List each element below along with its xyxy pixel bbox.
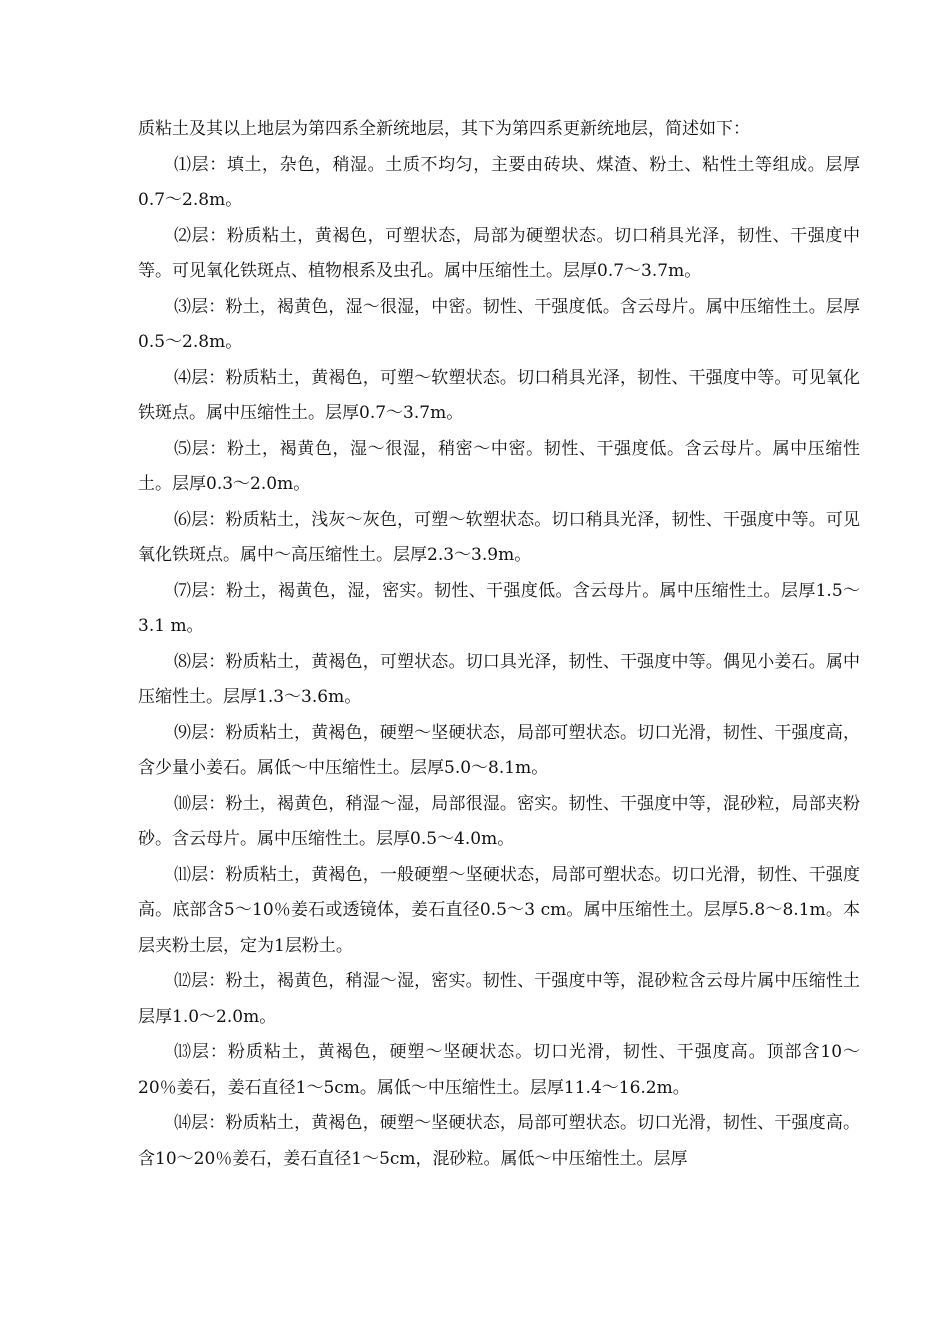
layer-9-paragraph: ⑼层：粉质粘土，黄褐色，硬塑～坚硬状态，局部可塑状态。切口光滑，韧性、干强度高，含少量小姜石。属低～中压缩性土。层厚5.0～8.1m。 [138,722,860,778]
layer-4-paragraph: ⑷层：粉质粘土，黄褐色，可塑～软塑状态。切口稍具光泽，韧性、干强度中等。可见氧化铁斑点。属中压缩性土。层厚0.7～3.7m。 [138,367,860,423]
document-body [138,112,860,1177]
layer-2-paragraph: ⑵层：粉质粘土，黄褐色，可塑状态，局部为硬塑状态。切口稍具光泽，韧性、干强度中等。可见氧化铁斑点、植物根系及虫孔。属中压缩性土。层厚0.7～3.7m。 [138,225,860,281]
intro-paragraph: 质粘土及其以上地层为第四系全新统地层，其下为第四系更新统地层，简述如下： [138,119,750,139]
layer-6-paragraph: ⑹层：粉质粘土，浅灰～灰色，可塑～软塑状态。切口稍具光泽，韧性、干强度中等。可见氧化铁斑点。属中～高压缩性土。层厚2.3～3.9m。 [138,509,860,565]
layer-7-paragraph: ⑺层：粉土，褐黄色，湿，密实。韧性、干强度低。含云母片。属中压缩性土。层厚1.5～3.1 m。 [138,580,860,636]
layer-3-paragraph: ⑶层：粉土，褐黄色，湿～很湿，中密。韧性、干强度低。含云母片。属中压缩性土。层厚0.5～2.8m。 [138,296,860,352]
layer-11-paragraph: ⑾层：粉质粘土，黄褐色，一般硬塑～坚硬状态，局部可塑状态。切口光滑，韧性、干强度高。底部含5～10％姜石或透镜体，姜石直径0.5～3 cm。属中压缩性土。层厚5.8～8.1m。本层夹粉土层，定为1层粉土。 [138,864,860,956]
layer-8-paragraph: ⑻层：粉质粘土，黄褐色，可塑状态。切口具光泽，韧性、干强度中等。偶见小姜石。属中压缩性土。层厚1.3～3.6m。 [138,651,860,707]
layer-10-paragraph: ⑽层：粉土，褐黄色，稍湿～湿，局部很湿。密实。韧性、干强度中等，混砂粒，局部夹粉砂。含云母片。属中压缩性土。层厚0.5～4.0m。 [138,793,860,849]
layer-1-paragraph: ⑴层：填土，杂色，稍湿。土质不均匀，主要由砖块、煤渣、粉土、粘性土等组成。层厚0.7～2.8m。 [138,154,860,210]
layer-13-paragraph: ⒀层：粉质粘土，黄褐色，硬塑～坚硬状态。切口光滑，韧性、干强度高。顶部含10～20％姜石，姜石直径1～5cm。属低～中压缩性土。层厚11.4～16.2m。 [138,1042,860,1098]
layer-14-paragraph: ⒁层：粉质粘土，黄褐色，硬塑～坚硬状态，局部可塑状态。切口光滑，韧性、干强度高。含10～20％姜石，姜石直径1～5cm，混砂粒。属低～中压缩性土。层厚 [138,1113,860,1169]
layer-5-paragraph: ⑸层：粉土，褐黄色，湿～很湿，稍密～中密。韧性、干强度低。含云母片。属中压缩性土。层厚0.3～2.0m。 [138,438,860,494]
layer-12-paragraph: ⑿层：粉土，褐黄色，稍湿～湿，密实。韧性、干强度中等，混砂粒含云母片属中压缩性土层厚1.0～2.0m。 [138,971,860,1027]
